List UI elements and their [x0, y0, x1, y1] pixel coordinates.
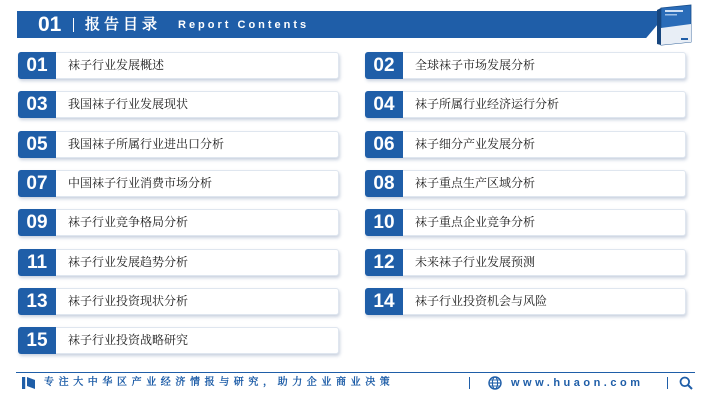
contents-item[interactable]	[365, 209, 686, 236]
chapter-number-badge: 08	[365, 170, 403, 197]
contents-item[interactable]	[18, 327, 339, 354]
chapter-number-badge: 12	[365, 249, 403, 276]
contents-item[interactable]	[18, 249, 339, 276]
contents-item[interactable]	[365, 249, 686, 276]
chapter-number-badge: 06	[365, 131, 403, 158]
chapter-title: 袜子所属行业经济运行分析	[415, 97, 560, 111]
chapter-title: 袜子行业投资现状分析	[68, 294, 189, 308]
contents-item[interactable]	[18, 170, 339, 197]
contents-item[interactable]	[365, 288, 686, 315]
chapter-number-badge: 10	[365, 209, 403, 236]
chapter-title: 我国袜子行业发展现状	[68, 97, 189, 111]
chapter-title: 袜子行业竞争格局分析	[68, 215, 189, 229]
chapter-title: 袜子行业发展概述	[68, 58, 165, 72]
footer-separator	[667, 377, 668, 389]
section-number: 01	[38, 13, 62, 36]
contents-item[interactable]	[18, 52, 339, 79]
contents-item[interactable]	[365, 170, 686, 197]
page-subtitle: Report Contents	[178, 19, 310, 31]
contents-item[interactable]	[18, 209, 339, 236]
chapter-title: 全球袜子市场发展分析	[415, 58, 536, 72]
footer-separator	[469, 377, 470, 389]
chapter-title: 袜子细分产业发展分析	[415, 137, 536, 151]
chapter-number-badge: 02	[365, 52, 403, 79]
chapter-number-badge: 09	[18, 209, 56, 236]
contents-item[interactable]	[18, 91, 339, 118]
contents-item-card	[18, 52, 339, 79]
chapter-number-badge: 15	[18, 327, 56, 354]
chapter-title: 袜子行业发展趋势分析	[68, 255, 189, 269]
page-title: 报告目录	[85, 15, 162, 33]
chapter-title: 中国袜子行业消费市场分析	[68, 176, 213, 190]
contents-item[interactable]	[18, 131, 339, 158]
logo-icon	[22, 377, 35, 389]
contents-item[interactable]	[365, 52, 686, 79]
report-book-icon	[655, 2, 695, 46]
chapter-number-badge: 05	[18, 131, 56, 158]
chapter-title: 袜子重点生产区域分析	[415, 176, 536, 190]
chapter-title: 未来袜子行业发展预测	[415, 255, 536, 269]
footer-slogan: 专注大中华区产业经济情报与研究，助力企业商业决策	[44, 377, 395, 388]
chapter-number-badge: 07	[18, 170, 56, 197]
header-divider	[73, 18, 74, 32]
chapter-number-badge: 11	[18, 249, 56, 276]
chapter-title: 袜子行业投资机会与风险	[415, 294, 548, 308]
chapter-title: 我国袜子所属行业进出口分析	[68, 137, 225, 151]
footer-divider	[16, 372, 695, 373]
chapter-number-badge: 03	[18, 91, 56, 118]
contents-item[interactable]	[365, 131, 686, 158]
chapter-title: 袜子行业投资战略研究	[68, 333, 189, 347]
chapter-number-badge: 14	[365, 288, 403, 315]
contents-item[interactable]	[18, 288, 339, 315]
chapter-number-badge: 01	[18, 52, 56, 79]
globe-icon	[488, 376, 502, 390]
chapter-number-badge: 13	[18, 288, 56, 315]
chapter-title: 袜子重点企业竞争分析	[415, 215, 536, 229]
chapter-number-badge: 04	[365, 91, 403, 118]
website-link[interactable]: www.huaon.com	[511, 377, 644, 389]
contents-item[interactable]	[365, 91, 686, 118]
search-icon[interactable]	[679, 376, 693, 390]
